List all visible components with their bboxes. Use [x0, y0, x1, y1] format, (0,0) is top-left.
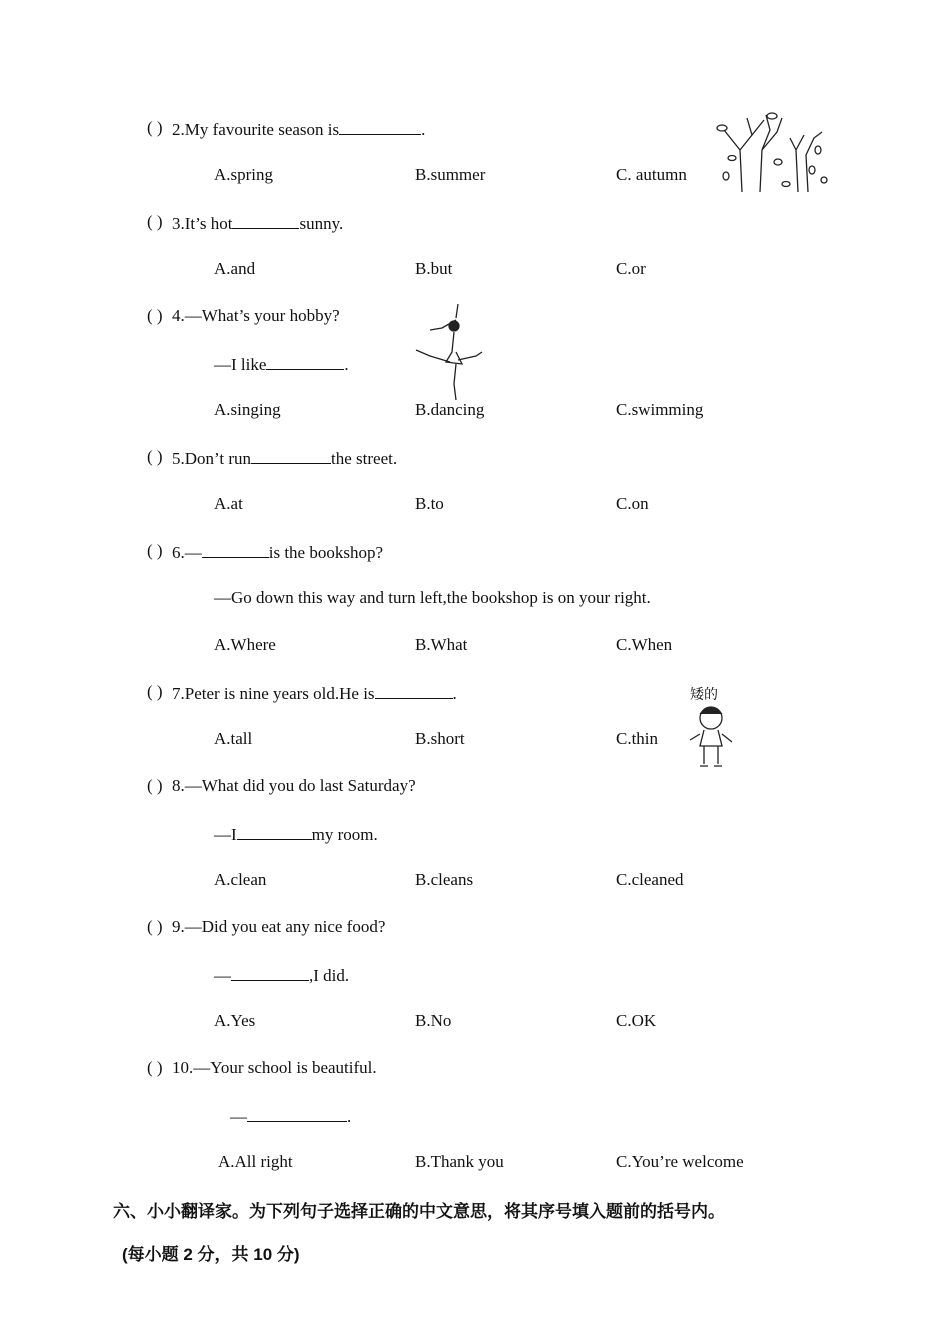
question-text [172, 917, 385, 937]
option-a: A.tall [214, 729, 253, 748]
reply-line [214, 588, 651, 608]
reply-prefix: —I like [214, 355, 267, 374]
answer-paren[interactable]: ( ) [147, 1058, 163, 1077]
answer-paren[interactable]: ( ) [147, 917, 163, 936]
answer-blank [266, 353, 344, 370]
answer-paren[interactable]: ( ) [147, 447, 163, 466]
option-a: A.spring [214, 165, 274, 184]
reply-line [214, 353, 349, 375]
answer-blank [375, 682, 453, 699]
dancer-illustration [410, 300, 488, 404]
answer-blank [237, 823, 312, 840]
question-text [172, 447, 397, 469]
question-suffix: sunny. [299, 214, 344, 233]
answer-paren[interactable]: ( ) [147, 212, 163, 231]
option-a: A.Yes [214, 1011, 256, 1030]
option-c: C. autumn [616, 165, 687, 184]
option-b: B.Thank you [415, 1152, 504, 1171]
question-suffix: is the bookshop? [268, 543, 384, 562]
option-b: B.cleans [415, 870, 474, 889]
reply-suffix: . [347, 1107, 352, 1126]
question-prompt: 5.Don’t run [172, 449, 252, 468]
option-b: B.What [415, 635, 468, 654]
section-6-score: (每小题 2 分，共 10 分) [122, 1245, 300, 1264]
answer-paren[interactable]: ( ) [147, 776, 163, 795]
answer-paren[interactable]: ( ) [147, 682, 163, 701]
option-b: B.to [415, 494, 444, 513]
reply-line [214, 823, 378, 845]
section-6-title: 六、小小翻译家。为下列句子选择正确的中文意思，将其序号填入题前的括号内。 [113, 1202, 725, 1221]
question-prompt: 9.—Did you eat any nice food? [172, 917, 386, 936]
reply-prefix: — [230, 1107, 247, 1126]
question-prompt: 6.— [172, 543, 202, 562]
reply-suffix: ,I did. [309, 966, 350, 985]
answer-blank [202, 541, 269, 558]
question-text [172, 306, 340, 326]
question-suffix: . [421, 120, 426, 139]
option-c: C.When [616, 635, 673, 654]
option-c: C.OK [616, 1011, 657, 1030]
option-c: C.on [616, 494, 649, 513]
question-prompt: 2.My favourite season is [172, 120, 340, 139]
option-a: A.clean [214, 870, 267, 889]
answer-paren[interactable]: ( ) [147, 118, 163, 137]
question-text [172, 776, 416, 796]
answer-blank [231, 964, 309, 981]
option-b: B.short [415, 729, 465, 748]
reply-prefix: —Go down this way and turn left,the bookshop is on your right. [214, 588, 651, 607]
option-a: A.and [214, 259, 256, 278]
answer-blank [247, 1105, 347, 1122]
reply-prefix: — [214, 966, 231, 985]
question-text [172, 1058, 377, 1078]
option-c: C.cleaned [616, 870, 684, 889]
question-suffix: the street. [331, 449, 398, 468]
question-text [172, 118, 425, 140]
option-b: B.summer [415, 165, 486, 184]
option-a: A.All right [218, 1152, 293, 1171]
question-prompt: 10.—Your school is beautiful. [172, 1058, 377, 1077]
question-suffix: . [452, 684, 457, 703]
option-b: B.dancing [415, 400, 485, 419]
answer-blank [339, 118, 421, 135]
answer-paren[interactable]: ( ) [147, 306, 163, 325]
option-a: A.Where [214, 635, 276, 654]
question-prompt: 4.—What’s your hobby? [172, 306, 340, 325]
autumn-trees-illustration [712, 110, 828, 194]
answer-blank [232, 212, 299, 229]
question-text [172, 682, 457, 704]
reply-suffix: my room. [311, 825, 378, 844]
reply-line [230, 1105, 351, 1127]
option-b: B.but [415, 259, 453, 278]
question-text [172, 212, 343, 234]
option-c: C.You’re welcome [616, 1152, 744, 1171]
answer-paren[interactable]: ( ) [147, 541, 163, 560]
option-a: A.at [214, 494, 243, 513]
question-prompt: 8.—What did you do last Saturday? [172, 776, 416, 795]
short-label: 矮的 [690, 687, 718, 703]
option-b: B.No [415, 1011, 452, 1030]
question-prompt: 3.It’s hot [172, 214, 233, 233]
option-c: C.thin [616, 729, 659, 748]
answer-blank [251, 447, 331, 464]
reply-suffix: . [344, 355, 349, 374]
option-a: A.singing [214, 400, 281, 419]
reply-prefix: —I [214, 825, 237, 844]
question-text [172, 541, 383, 563]
option-c: C.swimming [616, 400, 704, 419]
option-c: C.or [616, 259, 646, 278]
question-prompt: 7.Peter is nine years old.He is [172, 684, 375, 703]
short-boy-illustration [686, 702, 736, 772]
reply-line [214, 964, 349, 986]
